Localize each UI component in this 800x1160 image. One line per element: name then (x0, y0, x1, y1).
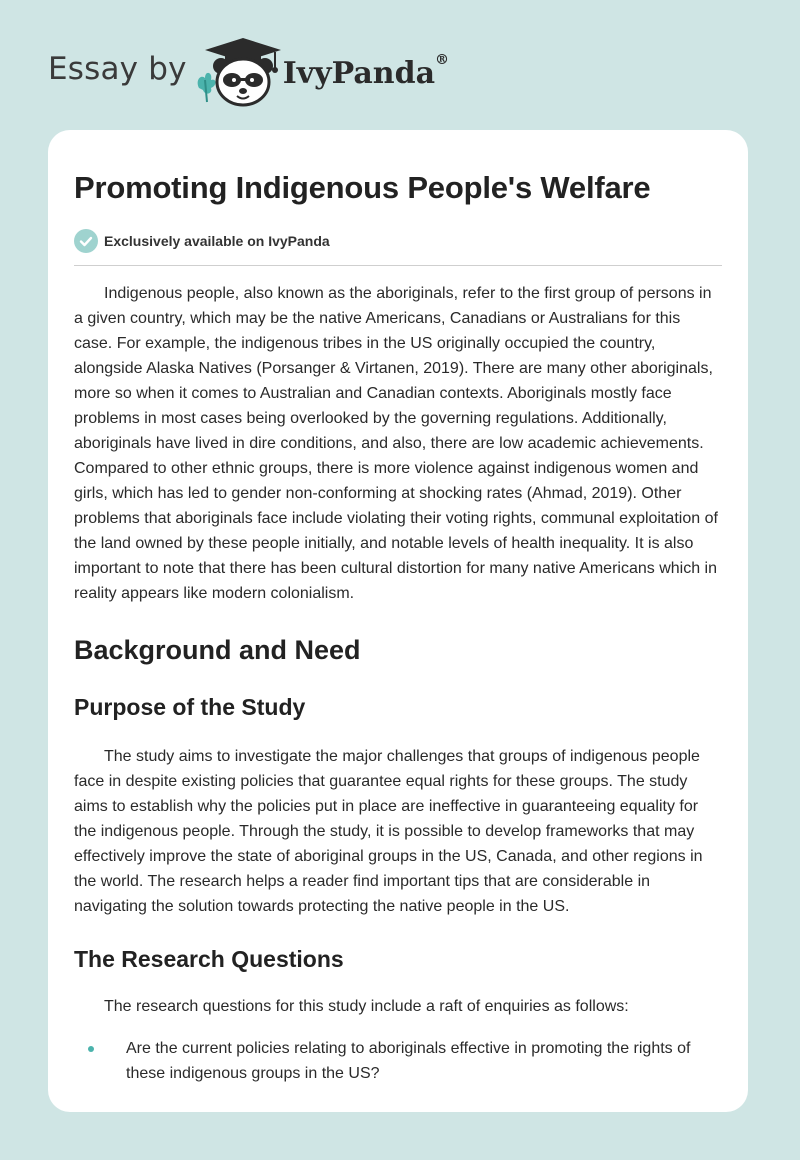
page-title: Promoting Indigenous People's Welfare (74, 170, 651, 205)
essay-by-label: Essay by (48, 51, 187, 87)
exclusive-label: Exclusively available on IvyPanda (104, 233, 330, 249)
section-heading-background: Background and Need (74, 635, 361, 665)
title-divider (74, 265, 722, 266)
panda-graduate-icon (191, 36, 287, 108)
registered-mark: ® (435, 51, 450, 68)
bullet-icon (88, 1046, 94, 1052)
list-item-text: Are the current policies relating to aboriginals effective in promoting the rights of these indigenous groups in the US? (126, 1040, 691, 1082)
intro-paragraph: Indigenous people, also known as the aboriginals, refer to the first group of persons in a given country, which may be the native Americans, Canadians or Australians for this case. For example, the indigenous tribes in the US originally occupied the country, alongside Alaska Natives (Porsanger & Virtanen, 2019). There are many other aboriginals, more so when it comes to Australian and Canadian contexts. Aboriginals mostly face problems in most cases being overlooked by the governing regulations. Additionally, aboriginals have lived in dire conditions, and also, there are low academic achievements. Compared to other ethnic groups, there is more violence against indigenous women and girls, which has led to gender non-conforming at shocking rates (Ahmad, 2019). Other problems that aboriginals face include violating their voting rights, communal exploitation of the land owned by these people initially, and notable levels of health inequality. It is also important to note that there has been cultural distortion for many native Americans which in reality appears like modern colonialism. (74, 285, 718, 602)
list-item (74, 1036, 722, 1086)
subheading-purpose: Purpose of the Study (74, 694, 306, 720)
check-circle-icon (74, 229, 98, 253)
subheading-research-questions: The Research Questions (74, 946, 344, 972)
exclusive-badge (74, 228, 722, 254)
brand-name: IvyPanda® (282, 51, 450, 91)
purpose-paragraph: The study aims to investigate the major challenges that groups of indigenous people face in despite existing policies that guarantee equal rights for these groups. The study aims to establish why the policies put in place are ineffective in guaranteeing equality for the indigenous people. Through the study, it is possible to develop frameworks that may effectively improve the state of aboriginal groups in the US, Canada, and other regions in the world. The research helps a reader find important tips that are considerable in navigating the solution towards protecting the native people in the US. (74, 748, 703, 915)
research-questions-list (74, 1036, 722, 1086)
essay-card (48, 130, 748, 1112)
research-questions-intro: The research questions for this study include a raft of enquiries as follows: (104, 998, 629, 1015)
site-header (48, 36, 449, 108)
